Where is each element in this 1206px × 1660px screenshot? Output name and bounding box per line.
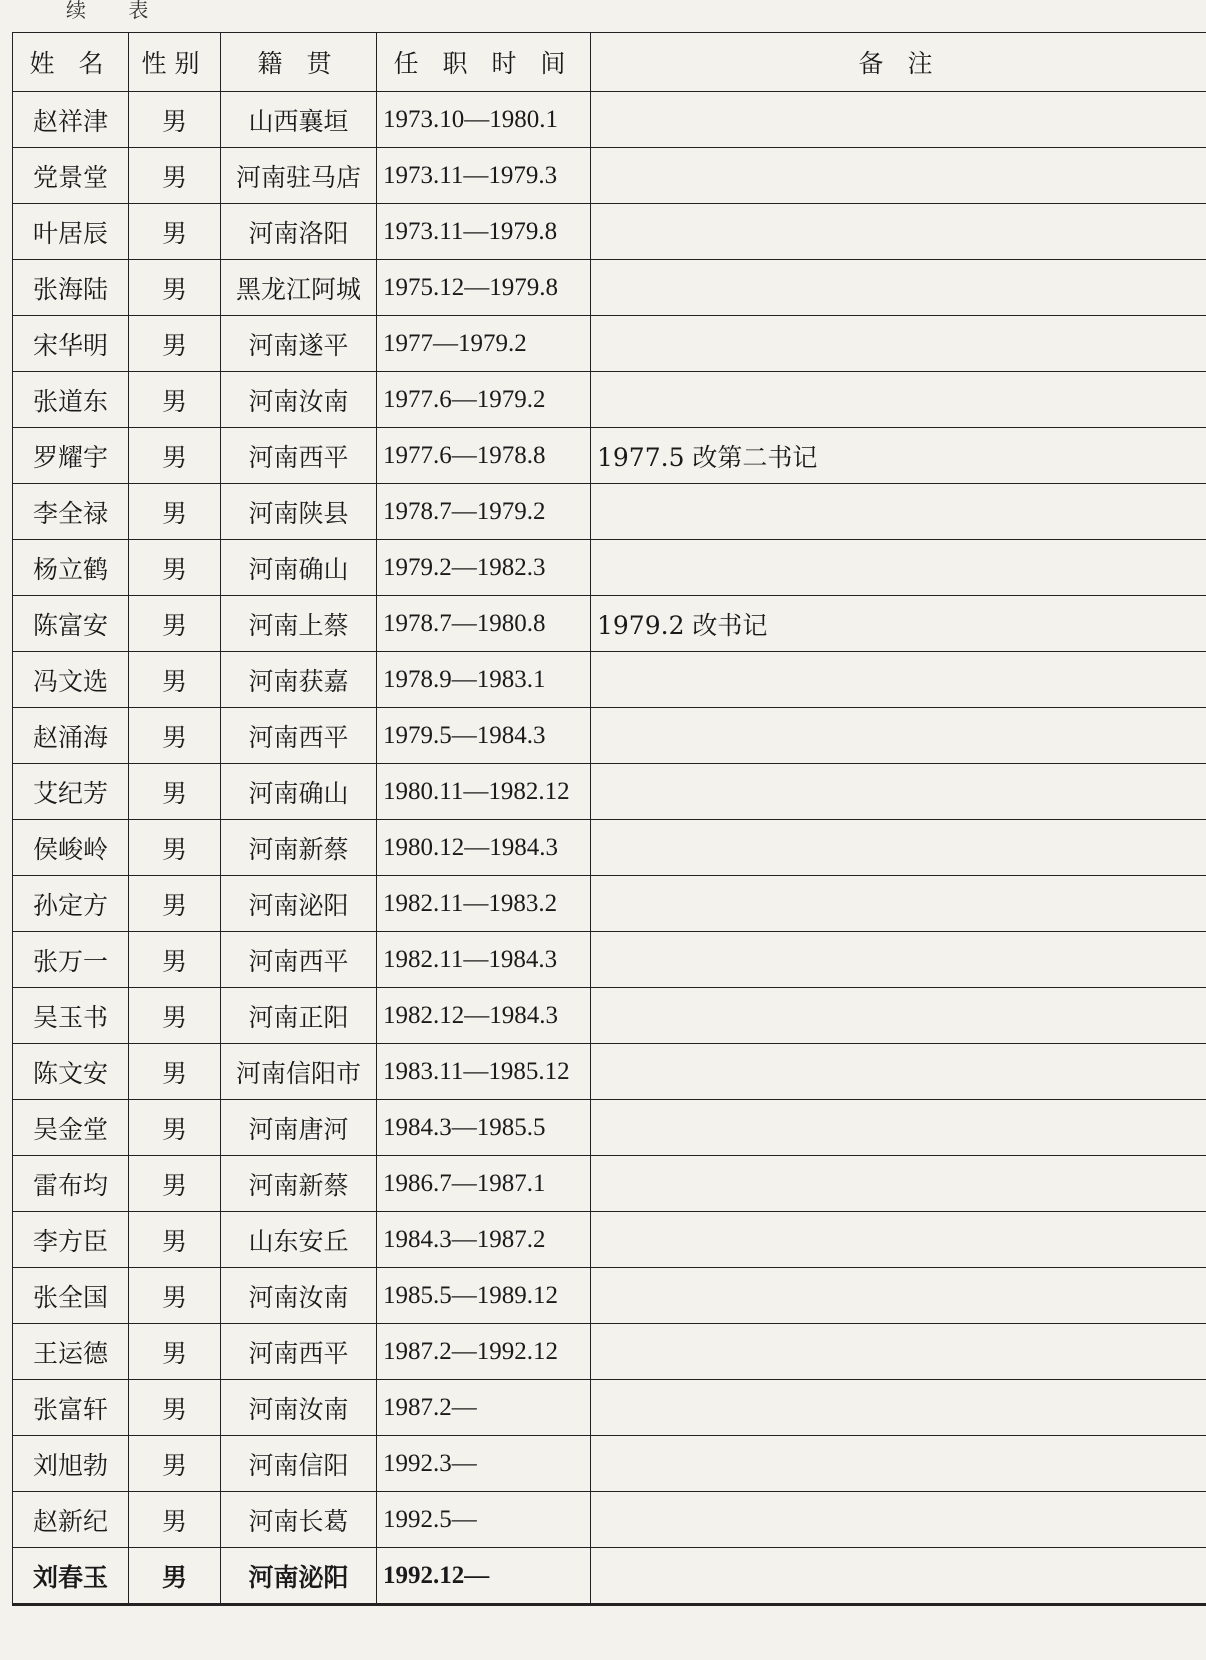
remark <box>591 1212 1206 1268</box>
table-body <box>13 92 1206 1605</box>
column-header-name: 姓 名 <box>13 33 129 92</box>
table-row <box>13 708 1206 764</box>
person-name: 党景堂 <box>13 148 129 204</box>
person-name: 侯峻岭 <box>13 820 129 876</box>
person-origin: 河南驻马店 <box>221 148 377 204</box>
person-name: 刘春玉 <box>13 1548 129 1605</box>
term-of-office: 1983.11—1985.12 <box>377 1044 591 1100</box>
person-sex: 男 <box>129 1100 221 1156</box>
term-of-office: 1982.11—1984.3 <box>377 932 591 988</box>
person-origin: 河南获嘉 <box>221 652 377 708</box>
remark <box>591 764 1206 820</box>
person-name: 孙定方 <box>13 876 129 932</box>
term-of-office: 1985.5—1989.12 <box>377 1268 591 1324</box>
term-of-office: 1975.12—1979.8 <box>377 260 591 316</box>
table-row <box>13 932 1206 988</box>
table-row <box>13 1492 1206 1548</box>
person-origin: 河南泌阳 <box>221 876 377 932</box>
person-name: 雷布均 <box>13 1156 129 1212</box>
person-origin: 河南新蔡 <box>221 1156 377 1212</box>
person-sex: 男 <box>129 484 221 540</box>
term-of-office: 1977—1979.2 <box>377 316 591 372</box>
column-header-note: 备 注 <box>591 33 1206 92</box>
remark <box>591 1156 1206 1212</box>
person-name: 陈文安 <box>13 1044 129 1100</box>
person-origin: 河南泌阳 <box>221 1548 377 1605</box>
table-row <box>13 764 1206 820</box>
person-sex: 男 <box>129 1380 221 1436</box>
person-origin: 河南洛阳 <box>221 204 377 260</box>
person-name: 吴金堂 <box>13 1100 129 1156</box>
person-sex: 男 <box>129 764 221 820</box>
table-row <box>13 652 1206 708</box>
table-row <box>13 372 1206 428</box>
person-origin: 河南长葛 <box>221 1492 377 1548</box>
table-row <box>13 1548 1206 1605</box>
person-sex: 男 <box>129 1268 221 1324</box>
person-sex: 男 <box>129 148 221 204</box>
table-row <box>13 1268 1206 1324</box>
table-row <box>13 92 1206 148</box>
remark <box>591 316 1206 372</box>
term-of-office: 1978.7—1980.8 <box>377 596 591 652</box>
person-name: 李全禄 <box>13 484 129 540</box>
person-origin: 河南陕县 <box>221 484 377 540</box>
term-of-office: 1977.6—1978.8 <box>377 428 591 484</box>
term-of-office: 1979.2—1982.3 <box>377 540 591 596</box>
person-sex: 男 <box>129 204 221 260</box>
person-name: 赵涌海 <box>13 708 129 764</box>
remark <box>591 988 1206 1044</box>
personnel-table <box>12 32 1206 1606</box>
person-sex: 男 <box>129 1156 221 1212</box>
term-of-office: 1992.12— <box>377 1548 591 1605</box>
person-origin: 山西襄垣 <box>221 92 377 148</box>
person-name: 王运德 <box>13 1324 129 1380</box>
remark <box>591 484 1206 540</box>
person-origin: 河南正阳 <box>221 988 377 1044</box>
person-name: 陈富安 <box>13 596 129 652</box>
person-origin: 河南上蔡 <box>221 596 377 652</box>
person-sex: 男 <box>129 316 221 372</box>
person-sex: 男 <box>129 596 221 652</box>
term-of-office: 1992.5— <box>377 1492 591 1548</box>
person-name: 叶居辰 <box>13 204 129 260</box>
table-row <box>13 204 1206 260</box>
remark: 1977.5 改第二书记 <box>591 428 1206 484</box>
person-name: 吴玉书 <box>13 988 129 1044</box>
remark <box>591 204 1206 260</box>
remark <box>591 1324 1206 1380</box>
person-name: 张海陆 <box>13 260 129 316</box>
person-name: 艾纪芳 <box>13 764 129 820</box>
person-name: 赵祥津 <box>13 92 129 148</box>
remark <box>591 1436 1206 1492</box>
remark <box>591 148 1206 204</box>
person-origin: 河南信阳市 <box>221 1044 377 1100</box>
remark <box>591 820 1206 876</box>
term-of-office: 1982.12—1984.3 <box>377 988 591 1044</box>
person-origin: 山东安丘 <box>221 1212 377 1268</box>
remark <box>591 260 1206 316</box>
remark <box>591 1380 1206 1436</box>
person-origin: 河南唐河 <box>221 1100 377 1156</box>
person-sex: 男 <box>129 1212 221 1268</box>
table-row <box>13 316 1206 372</box>
column-header-origin: 籍 贯 <box>221 33 377 92</box>
term-of-office: 1982.11—1983.2 <box>377 876 591 932</box>
table-row <box>13 1044 1206 1100</box>
table-header-row <box>13 33 1206 92</box>
term-of-office: 1980.11—1982.12 <box>377 764 591 820</box>
remark <box>591 932 1206 988</box>
remark <box>591 372 1206 428</box>
person-origin: 河南确山 <box>221 764 377 820</box>
person-sex: 男 <box>129 372 221 428</box>
column-header-sex: 性别 <box>129 33 221 92</box>
remark <box>591 876 1206 932</box>
person-sex: 男 <box>129 92 221 148</box>
remark <box>591 1044 1206 1100</box>
term-of-office: 1973.11—1979.8 <box>377 204 591 260</box>
table-row <box>13 1436 1206 1492</box>
person-name: 赵新纪 <box>13 1492 129 1548</box>
person-name: 罗耀宇 <box>13 428 129 484</box>
person-sex: 男 <box>129 820 221 876</box>
table-row <box>13 1380 1206 1436</box>
remark <box>591 540 1206 596</box>
term-of-office: 1978.9—1983.1 <box>377 652 591 708</box>
table-row <box>13 428 1206 484</box>
table-row <box>13 596 1206 652</box>
remark <box>591 708 1206 764</box>
person-origin: 河南汝南 <box>221 1380 377 1436</box>
person-sex: 男 <box>129 540 221 596</box>
table-row <box>13 1324 1206 1380</box>
person-name: 张富轩 <box>13 1380 129 1436</box>
person-name: 宋华明 <box>13 316 129 372</box>
remark <box>591 1492 1206 1548</box>
table-row <box>13 876 1206 932</box>
person-sex: 男 <box>129 1548 221 1605</box>
remark <box>591 652 1206 708</box>
continued-table-label: 续 表 <box>66 0 167 22</box>
person-sex: 男 <box>129 1492 221 1548</box>
person-name: 杨立鹤 <box>13 540 129 596</box>
person-sex: 男 <box>129 988 221 1044</box>
term-of-office: 1987.2—1992.12 <box>377 1324 591 1380</box>
table-row <box>13 1100 1206 1156</box>
person-sex: 男 <box>129 652 221 708</box>
person-origin: 河南信阳 <box>221 1436 377 1492</box>
table-row <box>13 540 1206 596</box>
term-of-office: 1978.7—1979.2 <box>377 484 591 540</box>
table-row <box>13 1212 1206 1268</box>
person-sex: 男 <box>129 428 221 484</box>
person-origin: 河南西平 <box>221 1324 377 1380</box>
person-name: 张全国 <box>13 1268 129 1324</box>
term-of-office: 1984.3—1987.2 <box>377 1212 591 1268</box>
person-name: 李方臣 <box>13 1212 129 1268</box>
term-of-office: 1992.3— <box>377 1436 591 1492</box>
person-sex: 男 <box>129 876 221 932</box>
person-origin: 黑龙江阿城 <box>221 260 377 316</box>
column-header-term: 任 职 时 间 <box>377 33 591 92</box>
table-row <box>13 988 1206 1044</box>
remark <box>591 1268 1206 1324</box>
remark <box>591 92 1206 148</box>
person-origin: 河南汝南 <box>221 1268 377 1324</box>
person-name: 张道东 <box>13 372 129 428</box>
person-name: 刘旭勃 <box>13 1436 129 1492</box>
person-sex: 男 <box>129 932 221 988</box>
person-origin: 河南遂平 <box>221 316 377 372</box>
person-sex: 男 <box>129 260 221 316</box>
person-sex: 男 <box>129 1324 221 1380</box>
person-origin: 河南汝南 <box>221 372 377 428</box>
remark: 1979.2 改书记 <box>591 596 1206 652</box>
term-of-office: 1979.5—1984.3 <box>377 708 591 764</box>
person-sex: 男 <box>129 1044 221 1100</box>
term-of-office: 1973.11—1979.3 <box>377 148 591 204</box>
table-row <box>13 260 1206 316</box>
person-sex: 男 <box>129 708 221 764</box>
term-of-office: 1986.7—1987.1 <box>377 1156 591 1212</box>
remark <box>591 1100 1206 1156</box>
table-row <box>13 484 1206 540</box>
person-origin: 河南确山 <box>221 540 377 596</box>
term-of-office: 1973.10—1980.1 <box>377 92 591 148</box>
person-name: 冯文选 <box>13 652 129 708</box>
table-row <box>13 148 1206 204</box>
term-of-office: 1980.12—1984.3 <box>377 820 591 876</box>
person-origin: 河南新蔡 <box>221 820 377 876</box>
table-row <box>13 820 1206 876</box>
person-origin: 河南西平 <box>221 708 377 764</box>
person-origin: 河南西平 <box>221 932 377 988</box>
table-row <box>13 1156 1206 1212</box>
term-of-office: 1984.3—1985.5 <box>377 1100 591 1156</box>
remark <box>591 1548 1206 1605</box>
person-origin: 河南西平 <box>221 428 377 484</box>
term-of-office: 1987.2— <box>377 1380 591 1436</box>
term-of-office: 1977.6—1979.2 <box>377 372 591 428</box>
person-sex: 男 <box>129 1436 221 1492</box>
person-name: 张万一 <box>13 932 129 988</box>
